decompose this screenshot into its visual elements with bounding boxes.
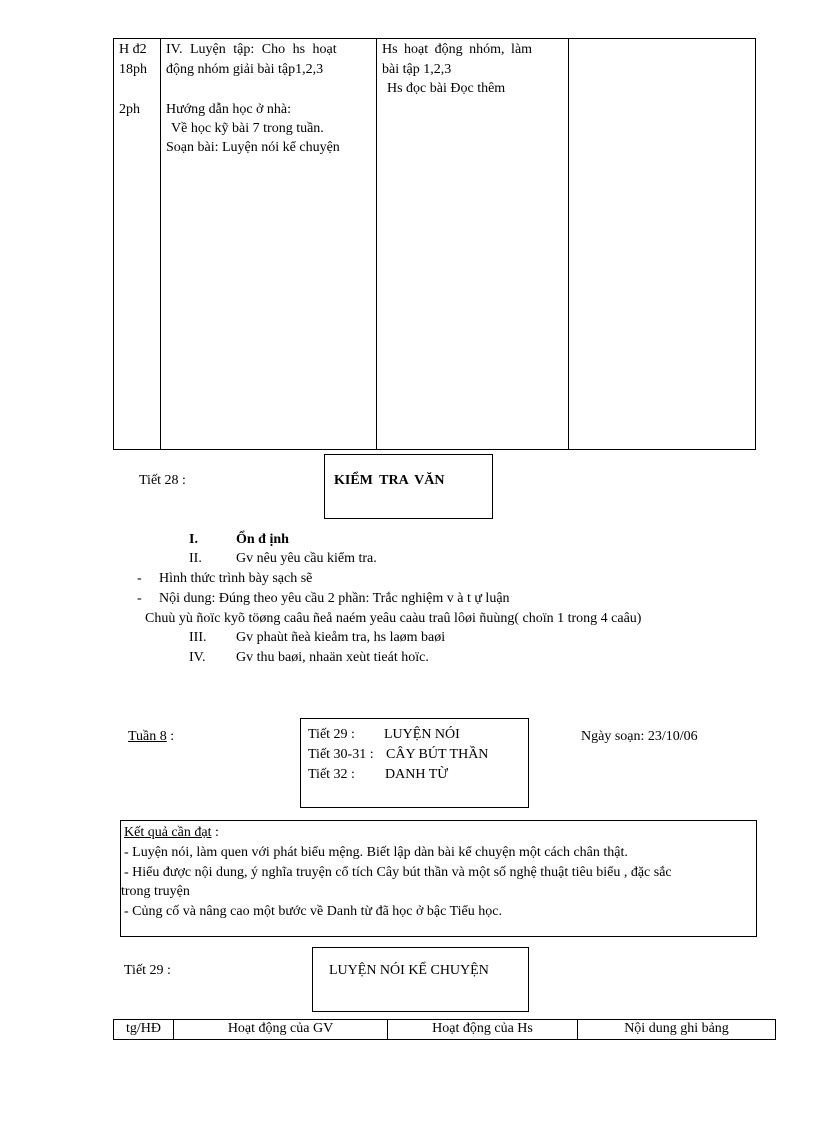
bullet-dash-2: -	[137, 591, 142, 606]
bullet-dash-1: -	[137, 571, 142, 586]
homework-title: Hướng dẫn học ở nhà:	[166, 102, 292, 117]
item1-number: I.	[189, 532, 198, 547]
results-heading	[124, 823, 219, 843]
time-cell-2ph: 2ph	[119, 102, 140, 117]
lesson1-label: Tiết 29 :	[308, 727, 355, 742]
top-table-divider-2	[376, 38, 377, 450]
time-cell-hd2: H đ2	[119, 42, 147, 57]
header-teacher-activity: Hoạt động của GV	[227, 1021, 334, 1036]
item4-text: Gv thu baøi, nhaän xeùt tieát hoïc.	[236, 650, 429, 665]
item3-text: Gv phaùt ñeà kieåm tra, hs laøm baøi	[236, 630, 446, 645]
preparation-date: Ngày soạn: 23/10/06	[581, 729, 698, 744]
homework-line-2: Soạn bài: Luyện nói kể chuyện	[166, 140, 340, 155]
tiet28-label: Tiết 28 :	[139, 473, 186, 488]
results-heading-colon: :	[211, 825, 219, 840]
results-line-1: - Luyện nói, làm quen với phát biểu mệng. Biết lập dàn bài kể chuyện một cách chân thật.	[124, 845, 628, 860]
item2-number: II.	[189, 551, 202, 566]
time-cell-18ph: 18ph	[119, 62, 147, 77]
tiet29-title: LUYỆN NÓI KỂ CHUYỆN	[329, 963, 489, 978]
garbled-instruction: Chuù yù ñoïc kyõ töøng caâu ñeå naém yeâu caàu traû lôøi ñuùng( choïn 1 trong 4 caâu)	[145, 611, 642, 626]
top-table-divider-1	[160, 38, 161, 450]
week-label	[128, 727, 174, 747]
bullet-1-text: Hình thức trình bày sạch sẽ	[159, 571, 313, 586]
item1-text: Ổn đ ịnh	[236, 532, 289, 547]
lesson2-title: CÂY BÚT THẦN	[386, 747, 489, 762]
results-line-4: - Củng cố và nâng cao một bước về Danh từ đã học ở bậc Tiểu học.	[124, 904, 502, 919]
activity-line-1-text: IV. Luyện tập: Cho hs hoạt	[166, 42, 337, 57]
lesson2-label: Tiết 30-31 :	[308, 747, 374, 762]
header-time: tg/HĐ	[126, 1021, 161, 1036]
activity-line-1	[166, 40, 367, 60]
tiet29-label: Tiết 29 :	[124, 963, 171, 978]
week-label-text: Tuần 8	[128, 729, 167, 744]
week-label-colon: :	[166, 729, 175, 744]
header-student-activity: Hoạt động của Hs	[432, 1021, 533, 1036]
top-table-divider-3	[568, 38, 569, 450]
results-line-3: trong truyện	[121, 884, 190, 899]
results-line-2: - Hiểu được nội dung, ý nghĩa truyện cổ tích Cây bút thần và một số nghệ thuật tiêu biểu , đặc sắc	[124, 865, 672, 880]
lesson3-title: DANH TỪ	[385, 767, 449, 782]
student-activity-line-1: Hs hoạt động nhóm, làm	[382, 42, 533, 57]
header-board-content: Nội dung ghi bảng	[624, 1021, 729, 1036]
tiet28-title: KIỂM TRA VĂN	[334, 473, 445, 488]
lesson1-title: LUYỆN NÓI	[384, 727, 460, 742]
activity-line-2: động nhóm giải bài tập1,2,3	[166, 62, 324, 77]
homework-line-1: Về học kỹ bài 7 trong tuần.	[171, 121, 324, 136]
student-activity-line-3: Hs đọc bài Đọc thêm	[387, 81, 506, 96]
results-heading-text: Kết quả cần đạt	[124, 825, 212, 840]
item2-text: Gv nêu yêu cầu kiểm tra.	[236, 551, 377, 566]
item4-number: IV.	[189, 650, 206, 665]
bullet-2-text: Nội dung: Đúng theo yêu cầu 2 phần: Trắc nghiệm v à t ự luận	[159, 591, 510, 606]
lesson3-label: Tiết 32 :	[308, 767, 355, 782]
student-activity-line-2: bài tập 1,2,3	[382, 62, 452, 77]
item3-number: III.	[189, 630, 207, 645]
